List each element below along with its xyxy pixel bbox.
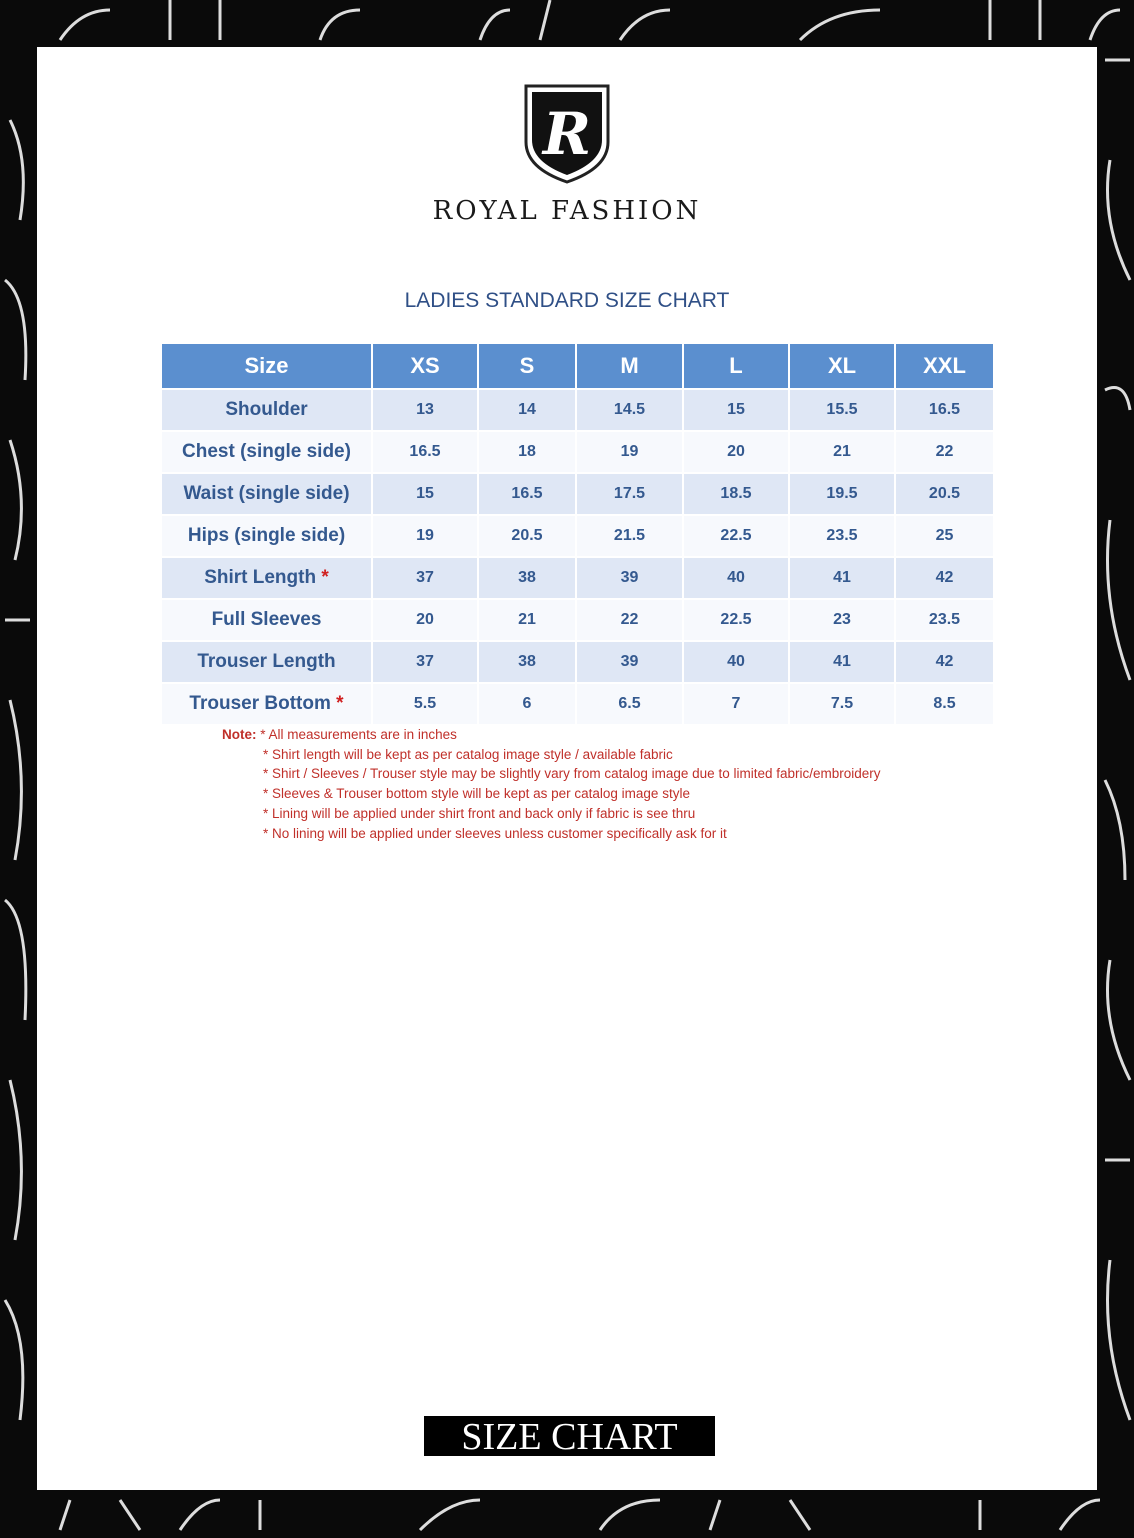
table-cell: 8.5 [895,683,993,724]
table-cell: 14.5 [576,389,683,431]
table-cell: 37 [372,641,478,683]
row-label-text: Trouser Length [197,651,336,672]
table-row [162,515,993,557]
required-asterisk: * [336,693,344,714]
table-cell: 22.5 [683,599,789,641]
table-cell: 23 [789,599,895,641]
row-label [162,599,372,641]
table-cell: 42 [895,557,993,599]
table-cell: 16.5 [372,431,478,473]
table-cell: 7 [683,683,789,724]
row-label [162,557,372,599]
header-m: M [576,344,683,389]
table-row [162,473,993,515]
row-label-text: Shirt Length [204,567,317,588]
table-cell: 6 [478,683,576,724]
table-row [162,599,993,641]
note-line: * Lining will be applied under shirt front and back only if fabric is see thru [263,805,696,821]
row-label [162,431,372,473]
brand-name: ROYAL FASHION [432,196,702,226]
table-cell: 39 [576,557,683,599]
table-cell: 41 [789,557,895,599]
table-cell: 20.5 [895,473,993,515]
header-s: S [478,344,576,389]
header-xl: XL [789,344,895,389]
size-chart-label: SIZE CHART [424,1416,715,1456]
table-cell: 17.5 [576,473,683,515]
table-cell: 22 [576,599,683,641]
table-cell: 21 [789,431,895,473]
note-line: * Sleeves & Trouser bottom style will be kept as per catalog image style [263,786,690,802]
header-l: L [683,344,789,389]
row-label [162,515,372,557]
table-cell: 15.5 [789,389,895,431]
table-cell: 40 [683,641,789,683]
row-label-text: Trouser Bottom [189,693,331,714]
row-label-text: Shoulder [225,399,308,420]
header-size: Size [162,344,372,389]
table-cell: 20.5 [478,515,576,557]
table-cell: 23.5 [895,599,993,641]
table-cell: 38 [478,557,576,599]
table-cell: 37 [372,557,478,599]
royal-fashion-crest-logo [524,84,610,184]
table-cell: 15 [683,389,789,431]
header-xxl: XXL [895,344,993,389]
table-cell: 15 [372,473,478,515]
table-cell: 16.5 [895,389,993,431]
note-line: * Shirt length will be kept as per catalog image style / available fabric [263,746,673,762]
row-label [162,683,372,724]
row-label [162,641,372,683]
required-asterisk: * [321,567,329,588]
table-cell: 21.5 [576,515,683,557]
row-label [162,473,372,515]
size-table [162,344,993,724]
table-cell: 23.5 [789,515,895,557]
header-xs: XS [372,344,478,389]
table-cell: 6.5 [576,683,683,724]
table-row [162,389,993,431]
chart-title: LADIES STANDARD SIZE CHART [404,289,730,312]
table-cell: 7.5 [789,683,895,724]
table-row [162,683,993,724]
notes [222,725,881,843]
row-label-text: Hips (single side) [187,525,346,546]
table-cell: 25 [895,515,993,557]
table-cell: 16.5 [478,473,576,515]
table-cell: 19 [372,515,478,557]
table-cell: 18.5 [683,473,789,515]
row-label-text: Full Sleeves [211,609,322,630]
table-cell: 39 [576,641,683,683]
table-cell: 42 [895,641,993,683]
note-text: * All measurements are in inches [260,727,457,742]
note-label: Note: [222,727,257,742]
table-cell: 22 [895,431,993,473]
table-row [162,431,993,473]
svg-text:R: R [542,100,592,168]
table-header-row [162,344,993,389]
table-cell: 20 [683,431,789,473]
table-cell: 19.5 [789,473,895,515]
table-cell: 41 [789,641,895,683]
table-cell: 14 [478,389,576,431]
table-cell: 13 [372,389,478,431]
row-label-text: Chest (single side) [182,441,351,462]
note-line [222,725,881,745]
table-cell: 19 [576,431,683,473]
table-cell: 22.5 [683,515,789,557]
table-cell: 20 [372,599,478,641]
note-line: * Shirt / Sleeves / Trouser style may be slightly vary from catalog image due to limited fabric/embroidery [263,766,881,782]
table-cell: 38 [478,641,576,683]
table-row [162,557,993,599]
table-cell: 5.5 [372,683,478,724]
table-cell: 40 [683,557,789,599]
row-label [162,389,372,431]
note-line: * No lining will be applied under sleeves unless customer specifically ask for it [263,825,727,841]
row-label-text: Waist (single side) [183,483,350,504]
table-row [162,641,993,683]
table-cell: 21 [478,599,576,641]
table-cell: 18 [478,431,576,473]
